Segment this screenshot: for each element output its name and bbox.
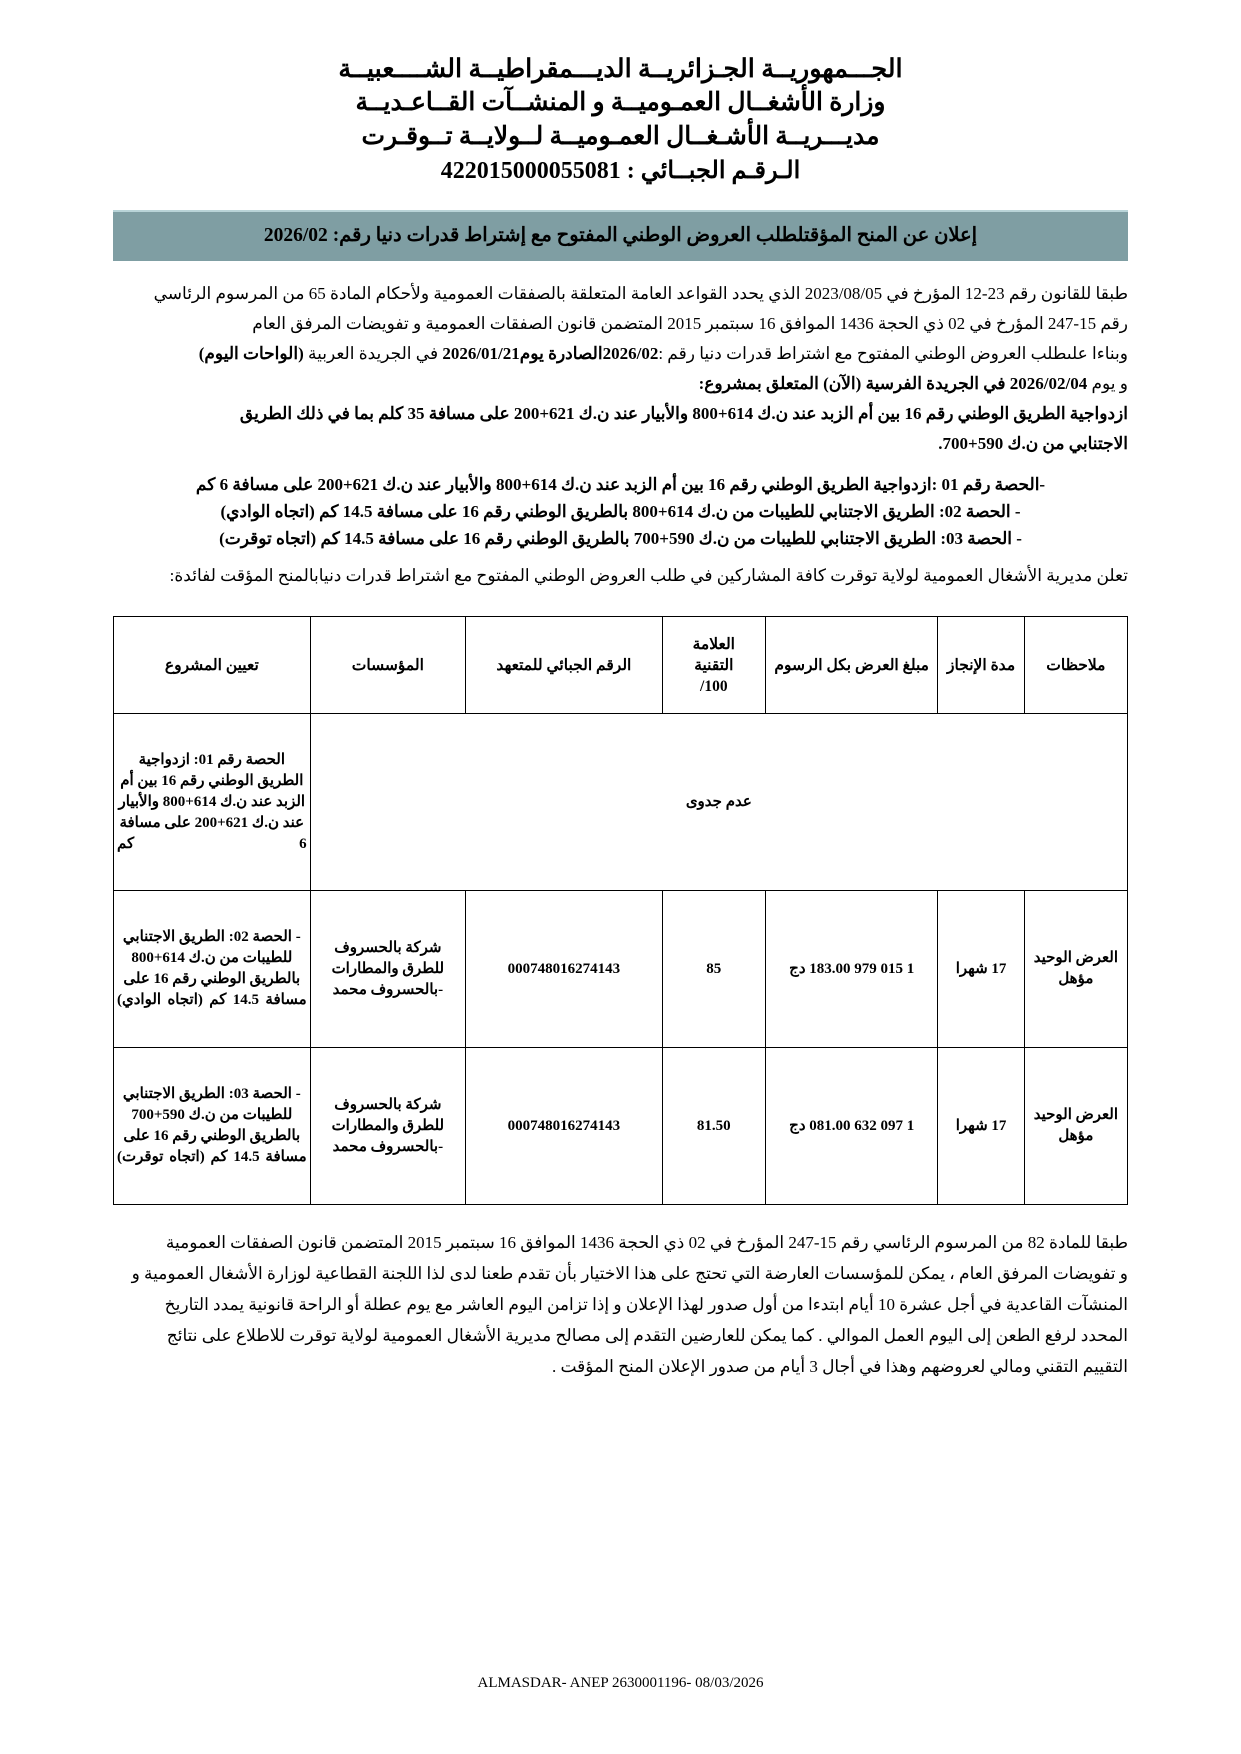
intro-paragraph	[113, 279, 1128, 399]
provisional-award-table	[113, 616, 1128, 1205]
intro-line-4	[113, 369, 1128, 399]
fiscal-number-label: الـرقـم الجبــائي :	[626, 158, 801, 184]
column-header-technical-score	[662, 617, 765, 714]
table-header-row	[114, 617, 1128, 714]
announcement-line: تعلن مديرية الأشغال العمومية لولاية توقرت كافة المشاركين في طلب العروض الوطني المفتوح مع اشتراط قدرات دنيابالمنح المؤقت لفائدة:	[169, 566, 1128, 585]
document-header	[113, 0, 1128, 188]
column-header-project: تعيين المشروع	[114, 617, 311, 714]
row-2-notes-cell: العرض الوحيد مؤهل	[1024, 891, 1127, 1048]
lot-item-01: -الحصة رقم 01 :ازدواجية الطريق الوطني رقم 16 بين أم الزبد عند ن.ك 614+800 والأبيار عند ن.ك 621+200 على مسافة 6 كم	[195, 475, 1046, 494]
row-3-duration-cell: 17 شهرا	[938, 1048, 1024, 1205]
legal-line-4: المحدد لرفع الطعن إلى اليوم العمل الموالي . كما يمكن للعارضين التقدم إلى مصالح مديرية الأشغال العمومية لولاية توقرت للاطلاع على نتائج	[166, 1326, 1128, 1345]
legal-line-3: المنشآت القاعدية في أجل عشرة 10 أيام ابتدءا من أول صدور لهذا الإعلان و إذا تزامن اليوم العاشر مع يوم عطلة أو الراحة قانونية يمدد التاريخ	[164, 1295, 1128, 1314]
row-1-no-bid-merged-cell: عدم جدوى	[310, 714, 1127, 891]
project-description	[113, 399, 1128, 459]
row-3-score-cell: 81.50	[662, 1048, 765, 1205]
legal-line-5: التقييم التقني ومالي لعروضهم وهذا في أجال 3 أيام من صدور الإعلان المنح المؤقت .	[551, 1357, 1128, 1376]
row-3-fiscal-cell: 000748016274143	[466, 1048, 663, 1205]
header-directorate-line: مديـــريــة الأشـغــال العمـوميــة لــولايــة تــوقـرت	[361, 123, 880, 150]
fiscal-number-value: 422015000055081	[440, 158, 621, 184]
table-row	[114, 714, 1128, 891]
intro-line-1: طبقا للقانون رقم 23-12 المؤرخ في 2023/08/05 الذي يحدد القواعد العامة المتعلقة بالصفقات العمومية ولأحكام المادة 65 من المرسوم الرئاسي	[153, 284, 1128, 303]
score-header-line1: العلامة	[692, 635, 735, 653]
row-2-amount-cell: 1 015 979 183.00 دج	[765, 891, 938, 1048]
header-republic-line: الجـــمهوريــة الجـزائريــة الديـــمقراطيــة الشــــعبيــة	[338, 54, 903, 83]
row-3-firm-cell: شركة بالحسروف للطرق والمطارات -بالحسروف محمد	[310, 1048, 465, 1205]
project-related-label: المتعلق بمشروع:	[698, 374, 819, 393]
issued-label: الصادرة يوم	[519, 344, 603, 363]
row-3-notes-cell: العرض الوحيد مؤهل	[1024, 1048, 1127, 1205]
header-ministry-line: وزارة الأشغــال العمـوميــة و المنشــآت القــاعـديــة	[355, 89, 886, 116]
row-2-project-cell: - الحصة 02: الطريق الاجتنابي للطيبات من ن.ك 614+800 بالطريق الوطني رقم 16 على مسافة 14.5 كم (اتجاه الوادي)	[114, 891, 311, 1048]
intro-line3-mid: طلب العروض الوطني المفتوح مع اشتراط قدرات دنيا رقم :	[658, 344, 1067, 363]
lot-item-02: - الحصة 02: الطريق الاجتنابي للطيبات من ن.ك 614+800 بالطريق الوطني رقم 16 على مسافة 14.5 كم (اتجاه الوادي)	[220, 502, 1021, 521]
issue-date-french-press: 2026/02/04	[1009, 374, 1088, 393]
french-newspaper-name: (الآن)	[823, 374, 862, 393]
french-newspaper-label: في الجريدة الفرسية	[865, 374, 1006, 393]
appeal-legal-paragraph	[113, 1227, 1128, 1382]
intro-line4-prefix: و يوم	[1091, 374, 1128, 393]
column-header-duration: مدة الإنجاز	[938, 617, 1024, 714]
issue-date-arabic-press: 2026/01/21	[442, 344, 520, 363]
row-1-project-cell: الحصة رقم 01: ازدواجية الطريق الوطني رقم 16 بين أم الزبد عند ن.ك 614+800 والأبيار عند ن.ك 621+200 على مسافة 6 كم	[114, 714, 311, 891]
row-3-project-cell: - الحصة 03: الطريق الاجتنابي للطيبات من ن.ك 590+700 بالطريق الوطني رقم 16 على مسافة 14.5 كم (اتجاه توقرت)	[114, 1048, 311, 1205]
intro-line-3	[113, 339, 1128, 369]
column-header-amount: مبلغ العرض بكل الرسوم	[765, 617, 938, 714]
arabic-newspaper-name: (الواحات اليوم)	[198, 344, 304, 363]
column-header-fiscal-number: الرقم الجبائي للمتعهد	[466, 617, 663, 714]
column-header-firms: المؤسسات	[310, 617, 465, 714]
project-description-line-2: الاجتنابي من ن.ك 590+700.	[938, 434, 1128, 453]
score-header-line3: 100/	[700, 677, 728, 695]
intro-line3-post: في الجريدة العربية	[308, 344, 439, 363]
project-description-line-1: ازدواجية الطريق الوطني رقم 16 بين أم الزبد عند ن.ك 614+800 والأبيار عند ن.ك 621+200 على مسافة 35 كلم بما في ذلك الطريق	[239, 404, 1128, 423]
header-fiscal-line	[113, 154, 1128, 188]
announcement-title-banner: إعلان عن المنح المؤقتلطلب العروض الوطني المفتوح مع إشتراط قدرات دنيا رقم: 2026/02	[113, 210, 1128, 261]
legal-line-1: طبقا للمادة 82 من المرسوم الرئاسي رقم 15-247 المؤرخ في 02 ذي الحجة 1436 الموافق 16 سبتمبر 2015 المتضمن قانون الصفقات العمومية	[165, 1233, 1128, 1252]
tender-number: 2026/02	[602, 344, 659, 363]
column-header-notes: ملاحظات	[1024, 617, 1127, 714]
anep-footer-reference: ALMASDAR- ANEP 2630001196- 08/03/2026	[477, 1675, 764, 1691]
legal-line-2: و تفويضات المرفق العام ، يمكن للمؤسسات العارضة التي تحتج على هذا الاختيار بأن تقدم طعنا لدى لذا اللجنة القطاعية لوزارة الأشغال العمومية و	[131, 1264, 1128, 1283]
lot-item-03: - الحصة 03: الطريق الاجتنابي للطيبات من ن.ك 590+700 بالطريق الوطني رقم 16 على مسافة 14.5 كم (اتجاه توقرت)	[219, 529, 1022, 548]
table-row	[114, 1048, 1128, 1205]
row-2-fiscal-cell: 000748016274143	[466, 891, 663, 1048]
intro-line3-prefix: وبناءا على	[1066, 344, 1128, 363]
lots-list	[113, 471, 1128, 552]
score-header-line2: التقنية	[694, 656, 734, 674]
row-2-firm-cell: شركة بالحسروف للطرق والمطارات -بالحسروف محمد	[310, 891, 465, 1048]
table-row	[114, 891, 1128, 1048]
row-2-duration-cell: 17 شهرا	[938, 891, 1024, 1048]
row-3-amount-cell: 1 097 632 081.00 دج	[765, 1048, 938, 1205]
intro-line-2: رقم 15-247 المؤرخ في 02 ذي الحجة 1436 الموافق 16 سبتمبر 2015 المتضمن قانون الصفقات العمومية و تفويضات المرفق العام	[252, 314, 1128, 333]
row-2-score-cell: 85	[662, 891, 765, 1048]
